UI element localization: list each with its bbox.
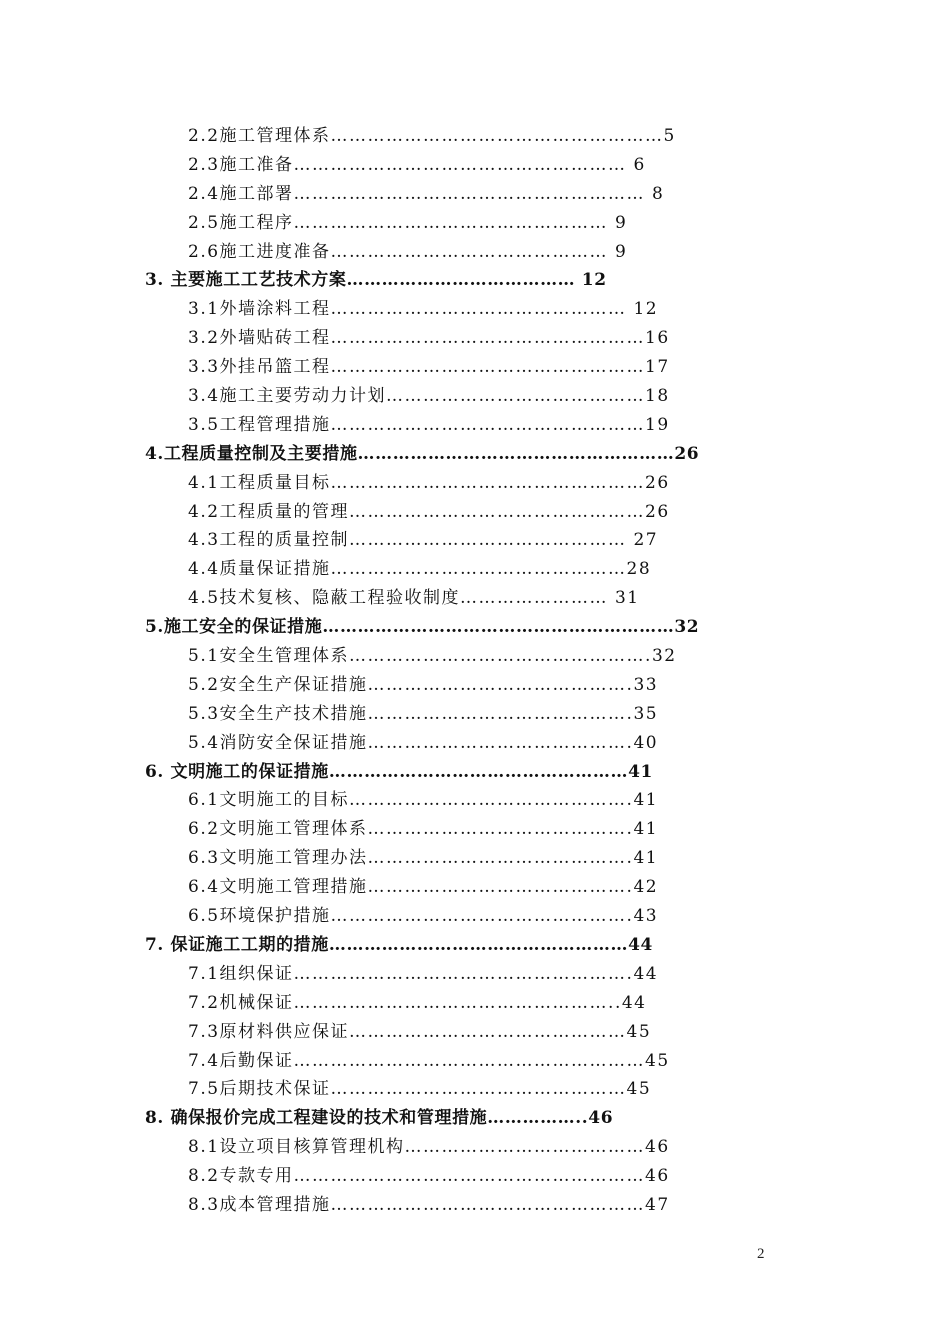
toc-entry[interactable] xyxy=(0,324,950,353)
toc-entry[interactable] xyxy=(0,873,950,902)
toc-entry-text: 6.2文明施工管理体系…………………………………….41 xyxy=(188,819,659,840)
toc-entry-text: 8. 确保报价完成工程建设的技术和管理措施……………..46 xyxy=(145,1108,614,1129)
toc-entry[interactable] xyxy=(0,1047,950,1076)
toc-entry-text: 6.4文明施工管理措施…………………………………….42 xyxy=(188,877,659,898)
toc-entry[interactable] xyxy=(0,902,950,931)
toc-entry[interactable] xyxy=(0,555,950,584)
toc-entry-text: 2.6施工进度准备……………………………………… 9 xyxy=(188,241,628,262)
toc-entry-text: 4.1工程质量目标……………………………………………26 xyxy=(188,472,670,493)
toc-entry-text: 3.5工程管理措施……………………………………………19 xyxy=(188,414,670,435)
toc-entry-text: 3. 主要施工工艺技术方案………………………………… 12 xyxy=(145,270,607,291)
toc-entry[interactable] xyxy=(0,526,950,555)
toc-entry-text: 5.4消防安全保证措施…………………………………….40 xyxy=(188,732,659,753)
toc-entry-text: 2.5施工程序…………………………………………… 9 xyxy=(188,212,628,233)
toc-entry[interactable] xyxy=(0,671,950,700)
toc-entry[interactable] xyxy=(0,238,950,267)
toc-entry[interactable] xyxy=(0,498,950,527)
toc-entry[interactable] xyxy=(0,989,950,1018)
toc-entry-text: 7.3原材料供应保证………………………………………45 xyxy=(188,1021,652,1042)
toc-entry[interactable] xyxy=(0,700,950,729)
toc-entry-text: 3.1外墙涂料工程………………………………………… 12 xyxy=(188,299,659,320)
toc-entry-text: 3.4施工主要劳动力计划……………………………………18 xyxy=(188,386,670,407)
toc-entry-text: 6. 文明施工的保证措施……………………………………………41 xyxy=(145,761,653,782)
toc-entry-text: 5.2安全生产保证措施…………………………………….33 xyxy=(188,674,659,695)
toc-entry-text: 7.1组织保证……………………………………………….44 xyxy=(188,963,659,984)
toc-entry[interactable] xyxy=(0,613,950,642)
toc-entry[interactable] xyxy=(0,353,950,382)
toc-entry-text: 6.5环境保护措施………………………………………….43 xyxy=(188,906,659,927)
toc-entry-text: 2.2施工管理体系………………………………………………5 xyxy=(188,126,676,146)
toc-entry[interactable] xyxy=(0,266,950,295)
toc-entry[interactable] xyxy=(0,295,950,324)
toc-entry[interactable] xyxy=(0,815,950,844)
toc-entry-text: 4.工程质量控制及主要措施………………………………………………26 xyxy=(145,443,700,464)
toc-entry[interactable] xyxy=(0,209,950,238)
toc-entry[interactable] xyxy=(0,786,950,815)
toc-entry-text: 4.5技术复核、隐蔽工程验收制度…………………… 31 xyxy=(188,588,640,609)
toc-entry[interactable] xyxy=(0,1133,950,1162)
toc-entry-text: 7.4后勤保证…………………………………………………45 xyxy=(188,1050,670,1071)
toc-entry[interactable] xyxy=(0,411,950,440)
toc-entry[interactable] xyxy=(0,1018,950,1047)
toc-entry[interactable] xyxy=(0,122,950,151)
toc-entry[interactable] xyxy=(0,469,950,498)
toc-entry[interactable] xyxy=(0,382,950,411)
toc-entry[interactable] xyxy=(0,440,950,469)
page-number: 2 xyxy=(757,1246,765,1262)
toc-entry[interactable] xyxy=(0,844,950,873)
toc-entry[interactable] xyxy=(0,642,950,671)
toc-entry-text: 6.3文明施工管理办法…………………………………….41 xyxy=(188,848,659,869)
toc-entry[interactable] xyxy=(0,1075,950,1104)
toc-entry-text: 7.5后期技术保证…………………………………………45 xyxy=(188,1079,652,1100)
toc-entry[interactable] xyxy=(0,584,950,613)
toc-entry-text: 3.2外墙贴砖工程……………………………………………16 xyxy=(188,328,670,349)
toc-entry-text: 3.3外挂吊篮工程……………………………………………17 xyxy=(188,357,670,378)
toc-entry-text: 4.4质量保证措施…………………………………………28 xyxy=(188,559,652,580)
toc-entry-text: 5.3安全生产技术措施…………………………………….35 xyxy=(188,703,659,724)
toc-entry[interactable] xyxy=(0,729,950,758)
toc-entry-text: 8.3成本管理措施……………………………………………47 xyxy=(188,1194,670,1215)
toc-entry-text: 2.4施工部署………………………………………………… 8 xyxy=(188,183,665,204)
toc-entry[interactable] xyxy=(0,960,950,989)
toc-entry[interactable] xyxy=(0,1104,950,1133)
toc-entry-text: 8.1设立项目核算管理机构…………………………………46 xyxy=(188,1137,670,1158)
toc-entry-text: 4.3工程的质量控制……………………………………… 27 xyxy=(188,530,659,551)
toc-entry-text: 5.1安全生管理体系………………………………………….32 xyxy=(188,646,677,667)
toc-entry-text: 5.施工安全的保证措施……………………………………………………32 xyxy=(145,617,700,638)
toc-entry[interactable] xyxy=(0,1162,950,1191)
toc-entry-text: 4.2工程质量的管理…………………………………………26 xyxy=(188,501,670,522)
toc-entry-text: 7.2机械保证……………………………………………..44 xyxy=(188,992,647,1013)
toc-entry[interactable] xyxy=(0,151,950,180)
toc-entry[interactable] xyxy=(0,180,950,209)
toc-entry-text: 8.2专款专用…………………………………………………46 xyxy=(188,1166,670,1187)
toc-entry-text: 7. 保证施工工期的措施……………………………………………44 xyxy=(145,934,653,955)
table-of-contents xyxy=(0,122,950,1220)
toc-entry-text: 6.1文明施工的目标……………………………………….41 xyxy=(188,790,659,811)
toc-entry[interactable] xyxy=(0,1191,950,1220)
toc-entry[interactable] xyxy=(0,758,950,787)
toc-entry[interactable] xyxy=(0,931,950,960)
toc-entry-text: 2.3施工准备……………………………………………… 6 xyxy=(188,154,646,175)
